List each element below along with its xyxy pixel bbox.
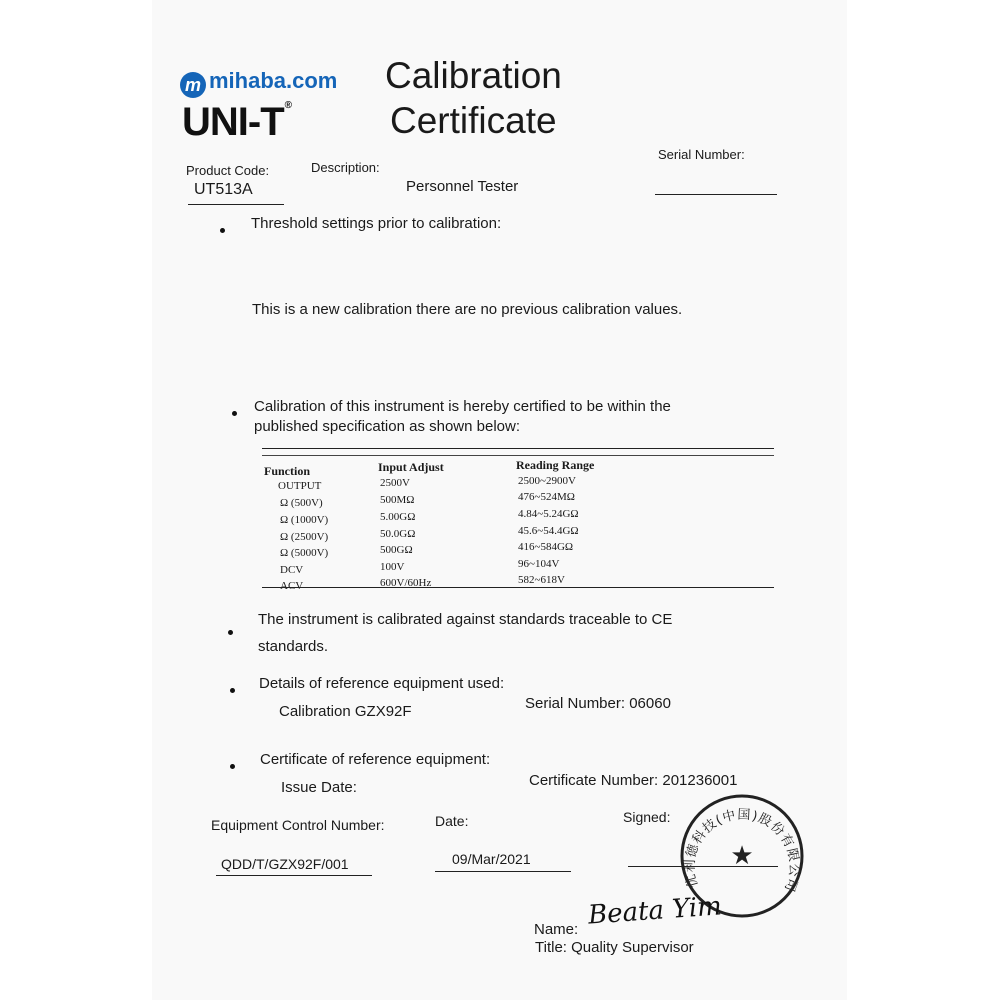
reference-equipment-heading: Details of reference equipment used: [259, 675, 505, 692]
bullet-icon [228, 630, 233, 635]
table-cell-range: 476~524MΩ [518, 491, 575, 503]
date-label: Date: [435, 813, 469, 829]
table-cell-input: 5.00GΩ [380, 511, 416, 523]
table-cell-function: ACV [280, 580, 304, 592]
table-cell-range: 416~584GΩ [518, 541, 574, 553]
table-cell-range: 582~618V [518, 574, 565, 586]
bullet-icon [230, 764, 235, 769]
product-code-label: Product Code: [186, 163, 270, 178]
seal-text: 优利德科技(中国)股份有限公司 [682, 807, 802, 895]
ecn-underline [216, 875, 372, 876]
certification-line-2: published specification as shown below: [254, 418, 520, 435]
table-cell-function: Ω (500V) [280, 497, 323, 509]
handwritten-signature: Beata Yim [587, 891, 723, 931]
description-value: Personnel Tester [406, 178, 519, 195]
table-cell-input: 500GΩ [380, 544, 413, 556]
table-cell-input: 50.0GΩ [380, 528, 416, 540]
table-cell-input: 600V/60Hz [380, 577, 432, 589]
table-cell-function: OUTPUT [278, 480, 322, 492]
certificate-number: Certificate Number: 201236001 [529, 772, 738, 789]
equipment-control-number-label: Equipment Control Number: [211, 817, 385, 833]
name-label: Name: [534, 921, 579, 938]
title-line-1: Calibration [385, 55, 562, 96]
mihaba-logo-text: mihaba.com [209, 68, 338, 93]
table-cell-range: 2500~2900V [518, 475, 576, 487]
mihaba-logo-icon: m [180, 72, 206, 98]
traceability-line-1: The instrument is calibrated against standards traceable to CE [258, 611, 673, 628]
reference-certificate-heading: Certificate of reference equipment: [260, 751, 491, 768]
specification-table [262, 448, 774, 596]
table-cell-range: 96~104V [518, 558, 560, 570]
table-cell-range: 45.6~54.4GΩ [518, 525, 579, 537]
table-cell-range: 4.84~5.24GΩ [518, 508, 579, 520]
seal-star-icon: ★ [730, 841, 754, 871]
unit-logo-text: UNI-T [182, 100, 284, 144]
table-cell-input: 100V [380, 561, 405, 573]
signed-label: Signed: [623, 809, 671, 825]
table-header-reading-range: Reading Range [516, 458, 595, 472]
bullet-icon [232, 411, 237, 416]
threshold-heading: Threshold settings prior to calibration: [251, 215, 502, 232]
table-cell-input: 500MΩ [380, 494, 415, 506]
table-top-rule [262, 448, 774, 449]
table-cell-function: Ω (2500V) [280, 531, 329, 543]
table-bottom-rule [262, 587, 774, 588]
signer-title: Title: Quality Supervisor [535, 939, 694, 956]
table-header-rule [262, 455, 774, 456]
serial-number-underline [655, 194, 777, 195]
table-cell-function: Ω (1000V) [280, 514, 329, 526]
date-value: 09/Mar/2021 [452, 851, 531, 867]
table-cell-function: Ω (5000V) [280, 547, 329, 559]
table-header-input-adjust: Input Adjust [378, 460, 444, 474]
issue-date-label: Issue Date: [281, 779, 357, 796]
description-label: Description: [311, 160, 380, 175]
serial-number-label: Serial Number: [658, 147, 745, 162]
title-line-2: Certificate [390, 100, 557, 141]
product-code-underline [188, 204, 284, 205]
mihaba-logo [180, 68, 337, 98]
date-underline [435, 871, 571, 872]
table-cell-function: DCV [280, 564, 304, 576]
product-code-value: UT513A [194, 181, 253, 198]
trademark-icon: ® [284, 100, 292, 111]
bullet-icon [220, 228, 225, 233]
no-previous-values-note: This is a new calibration there are no previous calibration values. [252, 301, 683, 318]
table-cell-input: 2500V [380, 477, 410, 489]
table-header-function: Function [264, 464, 311, 478]
bullet-icon [230, 688, 235, 693]
certification-line-1: Calibration of this instrument is hereby certified to be within the [254, 398, 671, 415]
unit-logo [182, 100, 291, 145]
reference-equipment-name: Calibration GZX92F [279, 703, 412, 720]
equipment-control-number-value: QDD/T/GZX92F/001 [221, 856, 349, 872]
traceability-line-2: standards. [258, 638, 329, 655]
reference-equipment-serial: Serial Number: 06060 [525, 695, 671, 712]
